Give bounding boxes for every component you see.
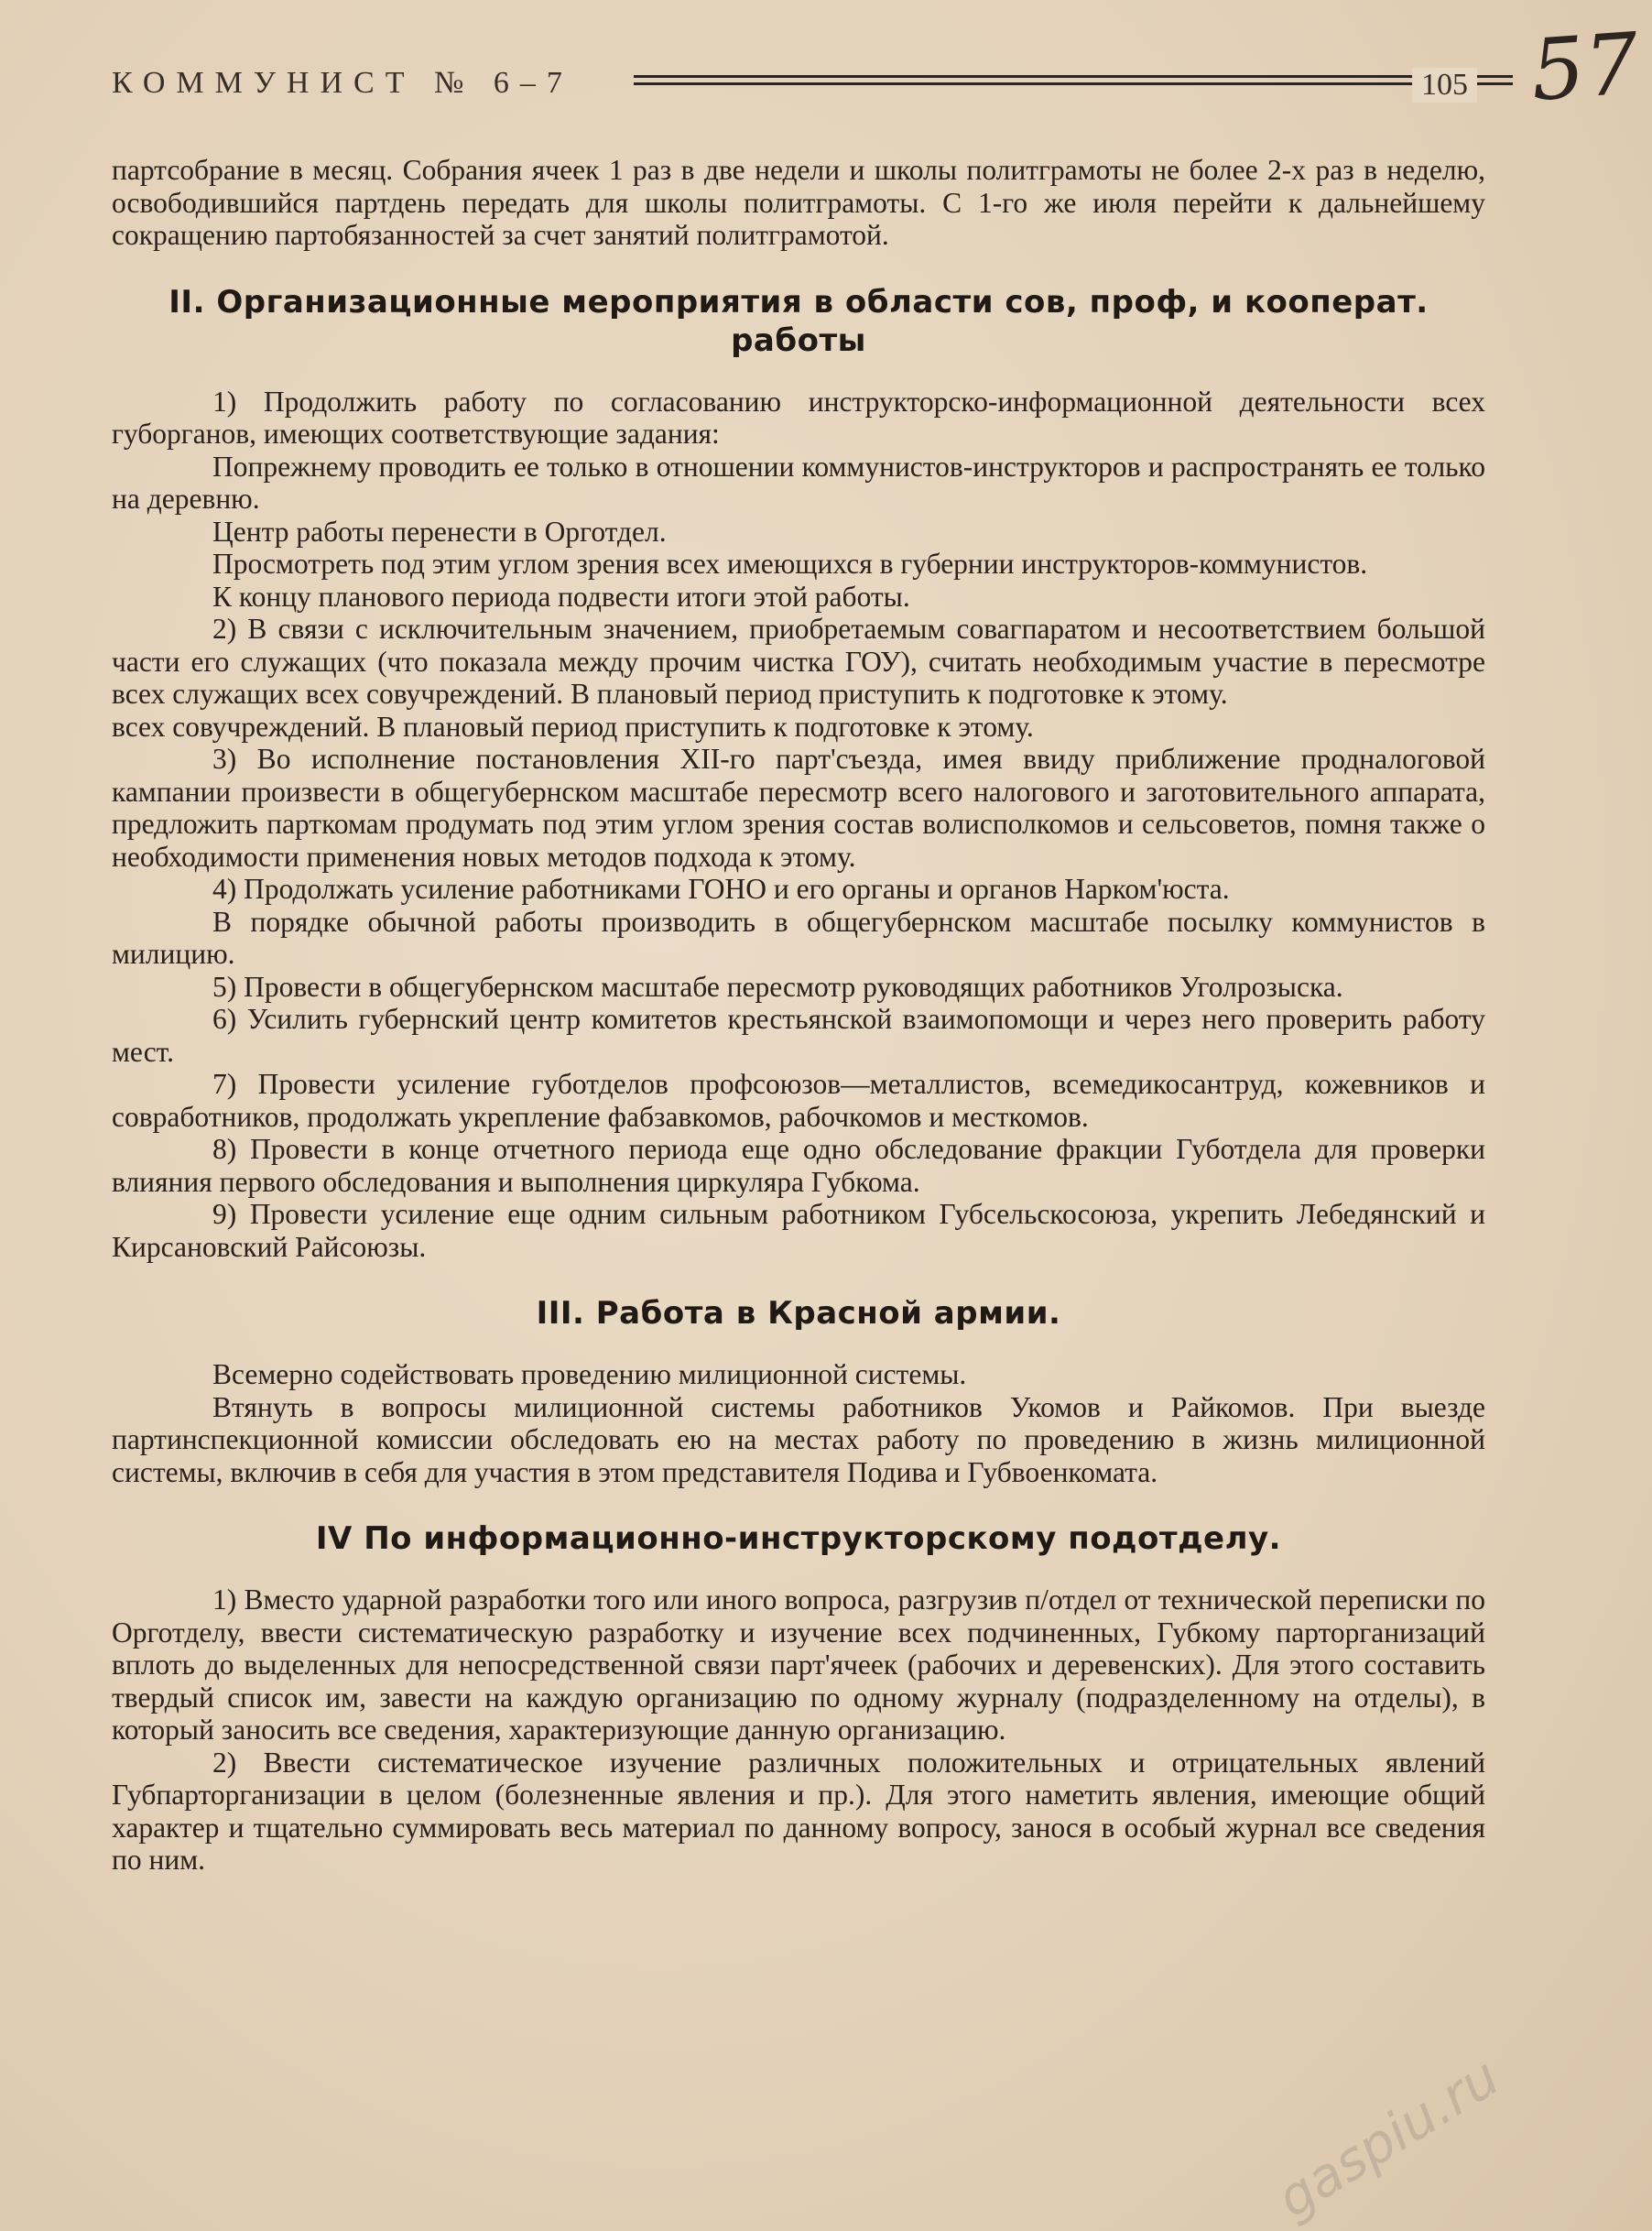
- section-2-paragraph: 6) Усилить губернский центр комитетов крестьянской взаимопомощи и через него проверить работу мест.: [112, 1003, 1485, 1068]
- section-2-paragraph: 2) В связи с исключительным значением, приобретаемым совагпаратом и несоответствием большой части его служащих (что показала между прочим чистка ГОУ), считать необходимым участие в пересмотре всех служащих всех совучреждений. В плановый период приступить к подготовке к этому.: [112, 613, 1485, 710]
- section-4-heading: IV По информационно-инструкторскому подотделу.: [315, 1520, 1282, 1557]
- section-2-paragraph: К концу планового периода подвести итоги этой работы.: [212, 580, 910, 613]
- section-2-paragraph: 5) Провести в общегубернском масштабе пересмотр руководящих работников Уголрозыска.: [212, 970, 1343, 1003]
- section-2-paragraph: Просмотреть под этим углом зрения всех имеющихся в губернии инструкторов-коммунистов.: [212, 548, 1368, 580]
- journal-title: КОММУНИСТ № 6–7: [112, 66, 573, 100]
- section-2-paragraph: 8) Провести в конце отчетного периода еще одно обследование фракции Губотдела для проверки влияния первого обследования и выполнения циркуляра Губкома.: [112, 1133, 1485, 1198]
- section-2-paragraph: 4) Продолжать усиление работниками ГОНО и его органы и органов Нарком'юста.: [212, 873, 1230, 905]
- section-2-paragraph: 7) Провести усиление губотделов профсоюзов—металлистов, всемедикосантруд, кожевников и совработников, продолжать укрепление фабзавкомов, рабочкомов и месткомов.: [112, 1068, 1485, 1133]
- section-2-paragraph: 1) Продолжить работу по согласованию инструкторско-информационной деятельности всех губорганов, имеющих соответствующие задания:: [112, 385, 1485, 450]
- section-2-heading: II. Организационные мероприятия в области сов, проф, и кооперат.: [168, 283, 1429, 321]
- intro-paragraph: партсобрание в месяц. Собрания ячеек 1 раз в две недели и школы политграмоты не более 2-х раз в неделю, освободившийся партдень передать для школы политграмоты. С 1-го же июля перейти к дальнейшему сокращению партобязанностей за счет занятий политграмотой.: [112, 154, 1485, 251]
- section-2-paragraph: 3) Во исполнение постановления XII-го парт'съезда, имея ввиду приближение продналоговой кампании произвести в общегубернском масштабе пересмотр всего налогового и заготовительного аппарата, предложить парткомам продумать под этим углом зрения состав волисполкомов и сельсоветов, помня также о необходимости применения новых методов подхода к этому.: [112, 743, 1485, 873]
- section-4-paragraph: 2) Ввести систематическое изучение различных положительных и отрицательных явлений Губпарторганизации в целом (болезненные явления и пр.). Для этого наметить явления, имеющие общий характер и тщательно суммировать весь материал по данному вопросу, занося в особый журнал все сведения по ним.: [112, 1746, 1485, 1876]
- handwritten-page-number: 57: [1527, 15, 1642, 120]
- section-3-paragraph: Всемерно содействовать проведению милиционной системы.: [212, 1358, 967, 1390]
- section-2-paragraph: всех совучреждений. В плановый период приступить к подготовке к этому.: [112, 710, 1034, 743]
- site-watermark: gaspiu.ru: [1266, 2045, 1510, 2230]
- section-2-paragraph: 9) Провести усиление еще одним сильным работником Губсельскосоюза, укрепить Лебедянский и Кирсановский Райсоюзы.: [112, 1198, 1485, 1263]
- section-3-paragraph: Втянуть в вопросы милиционной системы работников Укомов и Райкомов. При выезде партинспекционной комиссии обследовать ею на местах работу по проведению в жизнь милиционной системы, включив в себя для участия в этом представителя Подива и Губвоенкомата.: [112, 1390, 1485, 1488]
- section-2-paragraph: В порядке обычной работы производить в общегубернском масштабе посылку коммунистов в милицию.: [112, 905, 1485, 970]
- header-double-rule: [634, 75, 1513, 97]
- section-3-heading: III. Работа в Красной армии.: [536, 1295, 1061, 1332]
- page-number: 105: [1412, 68, 1477, 103]
- section-2-heading-continued: работы: [731, 321, 866, 359]
- section-2-paragraph: Центр работы перенести в Орготдел.: [212, 515, 667, 548]
- section-2-paragraph: Попрежнему проводить ее только в отношении коммунистов-инструкторов и распространять ее только на деревню.: [112, 450, 1485, 515]
- page-header: [112, 66, 1485, 112]
- document-body: [112, 154, 1485, 1877]
- section-4-paragraph: 1) Вместо ударной разработки того или иного вопроса, разгрузив п/отдел от технической переписки по Орготделу, ввести систематическую разработку и изучение всех подчиненных, Губкому парторганизаций вплоть до выделенных для непосредственной связи парт'ячеек (рабочих и деревенских). Для этого составить твердый список им, завести на каждую организацию по одному журналу (подразделенному на отделы), в который заносить все сведения, характеризующие данную организацию.: [112, 1583, 1485, 1746]
